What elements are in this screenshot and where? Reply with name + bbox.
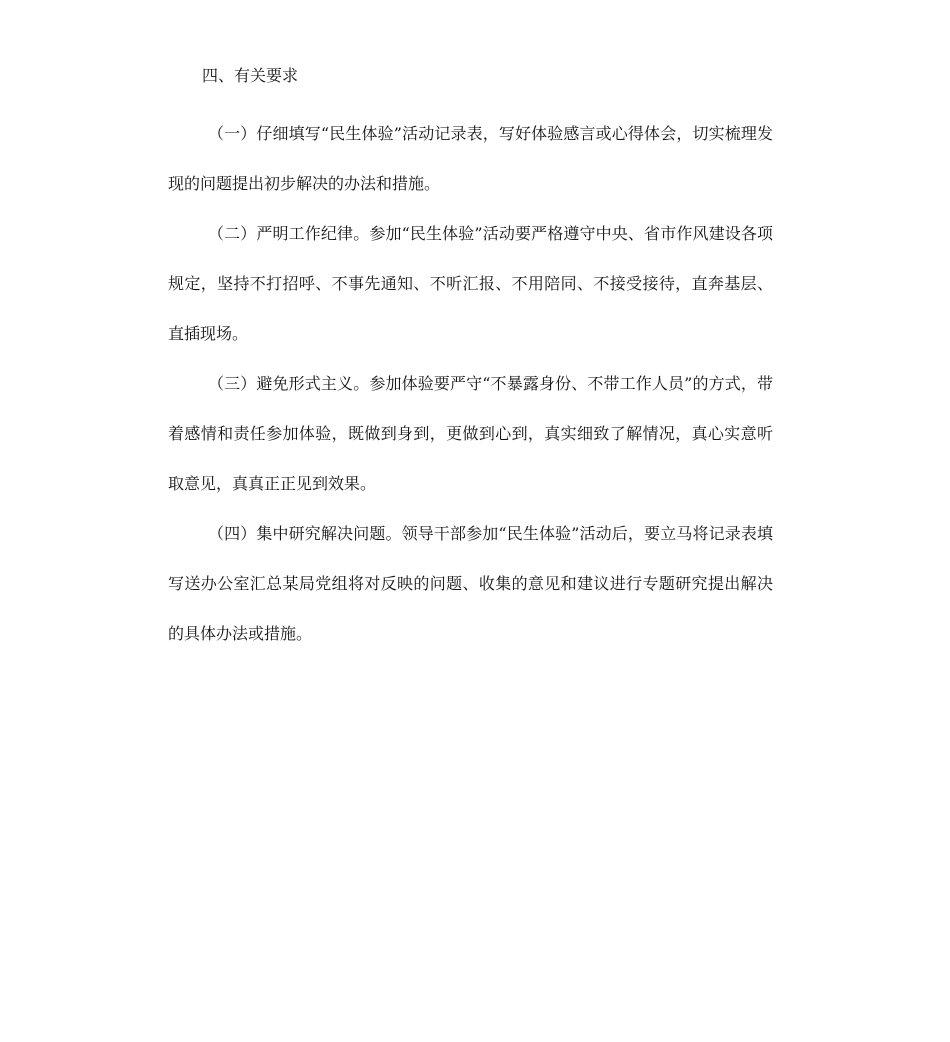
- document-body: [168, 59, 773, 659]
- paragraph-requirement-4: （四）集中研究解决问题。领导干部参加“民生体验”活动后，要立马将记录表填写送办公室汇总某局党组将对反映的问题、收集的意见和建议进行专题研究提出解决的具体办法或措施。: [168, 524, 773, 643]
- paragraph-requirement-1: （一）仔细填写“民生体验”活动记录表，写好体验感言或心得体会，切实梳理发现的问题提出初步解决的办法和措施。: [168, 124, 773, 193]
- section-heading: 四、有关要求: [202, 66, 299, 85]
- paragraph-requirement-3: （三）避免形式主义。参加体验要严守“不暴露身份、不带工作人员”的方式，带着感情和责任参加体验，既做到身到，更做到心到，真实细致了解情况，真心实意听取意见，真真正正见到效果。: [168, 374, 773, 493]
- paragraph-requirement-2: （二）严明工作纪律。参加“民生体验”活动要严格遵守中央、省市作风建设各项规定，坚持不打招呼、不事先通知、不听汇报、不用陪同、不接受接待，直奔基层、直插现场。: [168, 224, 773, 343]
